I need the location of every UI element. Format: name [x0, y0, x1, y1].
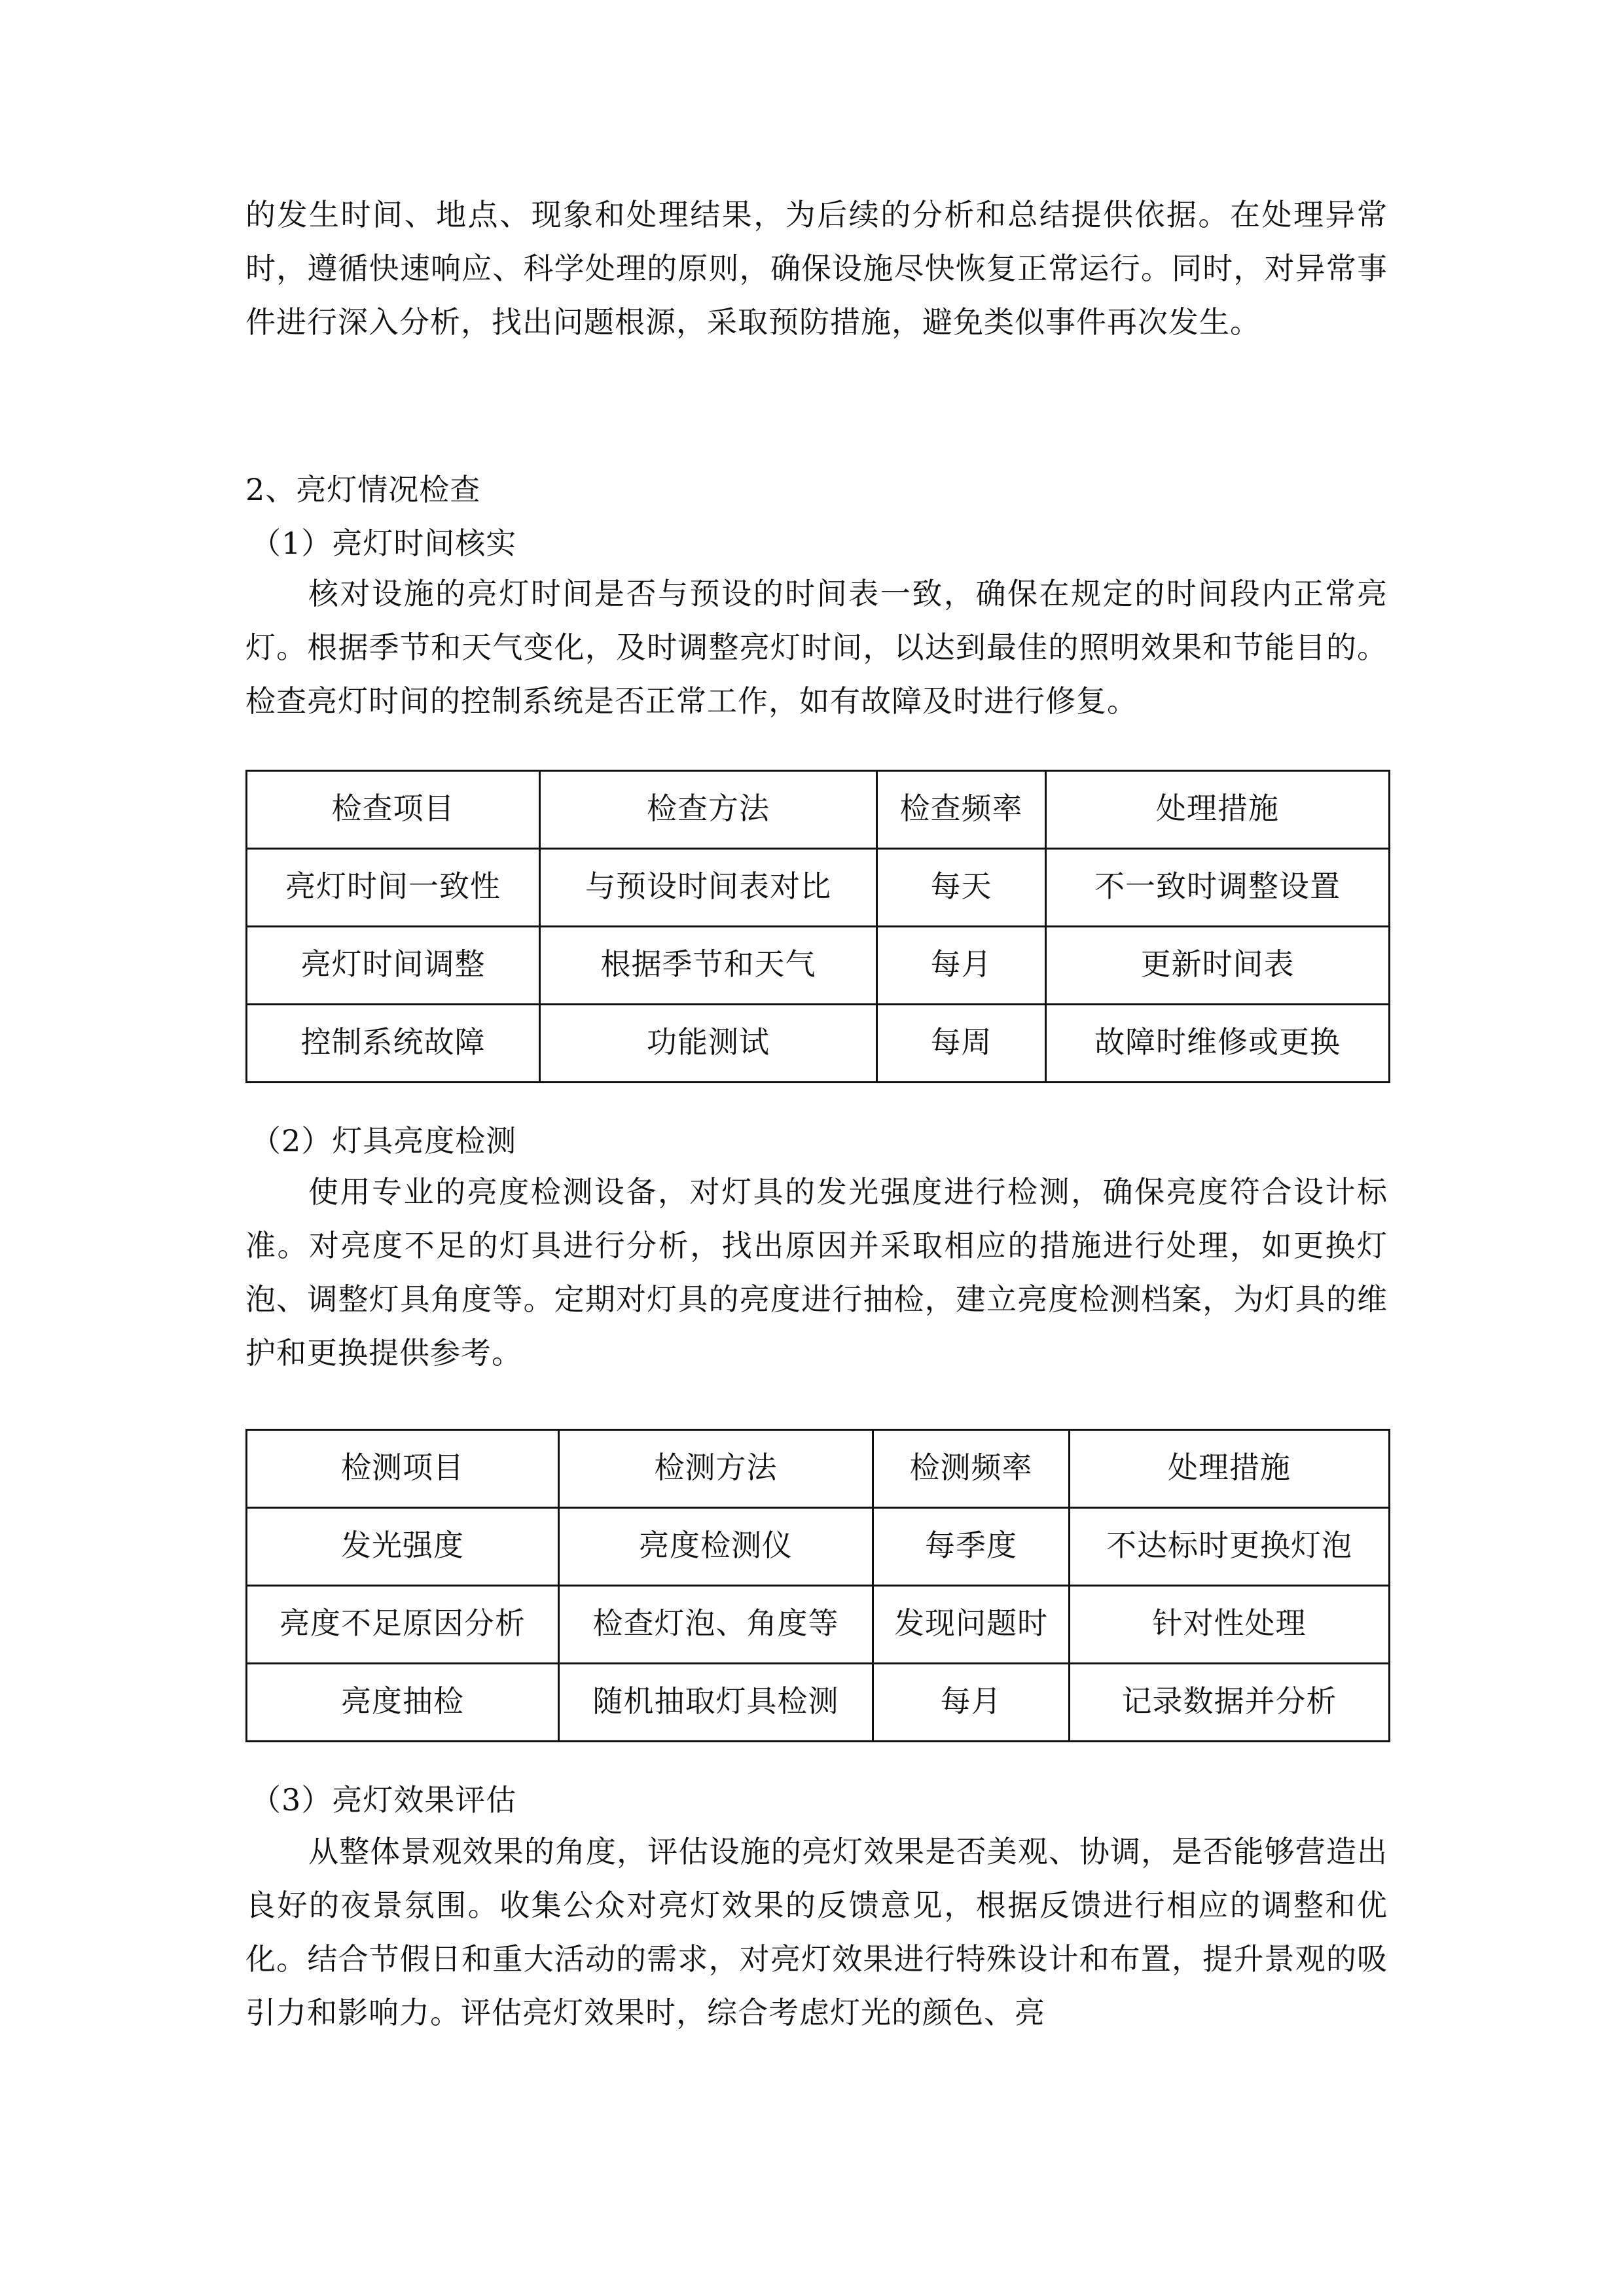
table-cell: 根据季节和天气 [540, 927, 877, 1005]
table-cell: 故障时维修或更换 [1046, 1005, 1390, 1083]
table-header-row [247, 771, 1390, 849]
paragraph-brightness: 使用专业的亮度检测设备，对灯具的发光强度进行检测，确保亮度符合设计标准。对亮度不足的灯具进行分析，找出原因并采取相应的措施进行处理，如更换灯泡、调整灯具角度等。定期对灯具的亮度进行抽检，建立亮度检测档案，为灯具的维护和更换提供参考。 [245, 1174, 1388, 1371]
table-row [247, 1664, 1390, 1742]
header-cell: 检查方法 [540, 771, 877, 849]
header-cell: 处理措施 [1070, 1430, 1390, 1508]
table-row [247, 1005, 1390, 1083]
table-row [247, 927, 1390, 1005]
paragraph-lighting-time: 核对设施的亮灯时间是否与预设的时间表一致，确保在规定的时间段内正常亮灯。根据季节和天气变化，及时调整亮灯时间，以达到最佳的照明效果和节能目的。检查亮灯时间的控制系统是否正常工作，如有故障及时进行修复。 [245, 576, 1388, 719]
table-cell: 每周 [877, 1005, 1046, 1083]
header-cell: 检测方法 [559, 1430, 873, 1508]
table-cell: 记录数据并分析 [1070, 1664, 1390, 1742]
table-cell: 随机抽取灯具检测 [559, 1664, 873, 1742]
header-cell: 检查项目 [247, 771, 540, 849]
table-cell: 更新时间表 [1046, 927, 1390, 1005]
table-cell: 亮灯时间调整 [247, 927, 540, 1005]
table-row [247, 1586, 1390, 1664]
subheading-lighting-time: （1）亮灯时间核实 [251, 526, 517, 561]
table-cell: 针对性处理 [1070, 1586, 1390, 1664]
table-cell: 控制系统故障 [247, 1005, 540, 1083]
table-cell: 每月 [873, 1664, 1070, 1742]
table-row [247, 849, 1390, 927]
subheading-effect-evaluation: （3）亮灯效果评估 [251, 1782, 517, 1818]
brightness-table [245, 1429, 1390, 1742]
table-cell: 每月 [877, 927, 1046, 1005]
header-cell: 检测频率 [873, 1430, 1070, 1508]
header-cell: 处理措施 [1046, 771, 1390, 849]
intro-paragraph: 的发生时间、地点、现象和处理结果，为后续的分析和总结提供依据。在处理异常时，遵循快速响应、科学处理的原则，确保设施尽快恢复正常运行。同时，对异常事件进行深入分析，找出问题根源，采取预防措施，避免类似事件再次发生。 [245, 197, 1388, 340]
header-cell: 检查频率 [877, 771, 1046, 849]
lighting-time-table [245, 770, 1390, 1083]
section-heading-lighting-check: 2、亮灯情况检查 [245, 472, 481, 507]
table-cell: 功能测试 [540, 1005, 877, 1083]
table-cell: 亮度抽检 [247, 1664, 559, 1742]
table-cell: 发光强度 [247, 1508, 559, 1586]
paragraph-effect-evaluation: 从整体景观效果的角度，评估设施的亮灯效果是否美观、协调，是否能够营造出良好的夜景氛围。收集公众对亮灯效果的反馈意见，根据反馈进行相应的调整和优化。结合节假日和重大活动的需求，对亮灯效果进行特殊设计和布置，提升景观的吸引力和影响力。评估亮灯效果时，综合考虑灯光的颜色、亮 [245, 1834, 1388, 2030]
table-cell: 发现问题时 [873, 1586, 1070, 1664]
table-cell: 不一致时调整设置 [1046, 849, 1390, 927]
table-cell: 每季度 [873, 1508, 1070, 1586]
header-cell: 检测项目 [247, 1430, 559, 1508]
table-row [247, 1508, 1390, 1586]
table-cell: 亮度检测仪 [559, 1508, 873, 1586]
table-cell: 检查灯泡、角度等 [559, 1586, 873, 1664]
table-cell: 亮灯时间一致性 [247, 849, 540, 927]
table-header-row [247, 1430, 1390, 1508]
table-cell: 与预设时间表对比 [540, 849, 877, 927]
table-cell: 亮度不足原因分析 [247, 1586, 559, 1664]
table-cell: 每天 [877, 849, 1046, 927]
table-cell: 不达标时更换灯泡 [1070, 1508, 1390, 1586]
subheading-brightness: （2）灯具亮度检测 [251, 1123, 517, 1158]
